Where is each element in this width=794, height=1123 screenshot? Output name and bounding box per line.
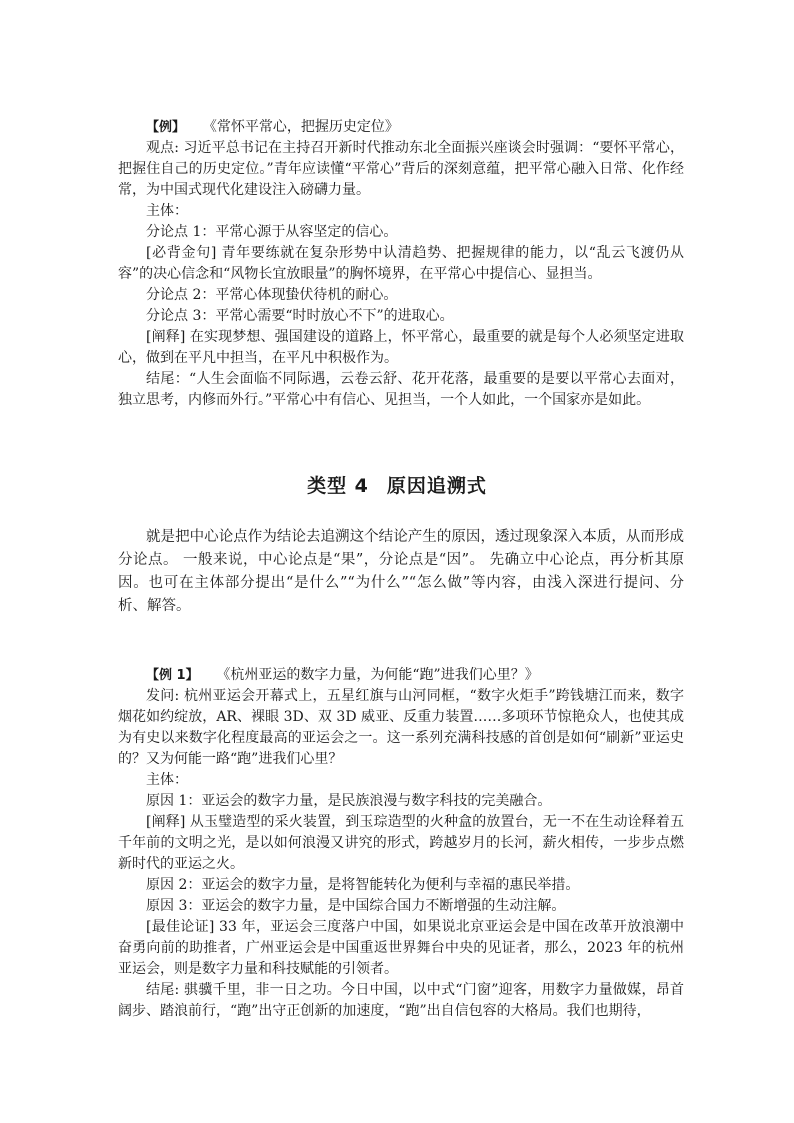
paragraph-question: 发问: 杭州亚运会开幕式上，五星红旗与山河同框，“数字火炬手”跨钱塘江而来，数字烟花如约绽放，AR、裸眼 3D、双 3D 威亚、反重力装置……多项环节惊艳众人，也使其成为有史以来数字化程度最高的亚运会之一。这一系列充满科技感的首创是如何“刷新”亚运史的？又为何能一路“跑”进我们心里？ bbox=[118, 688, 684, 767]
intro-paragraph: 就是把中心论点作为结论去追溯这个结论产生的原因，透过现象深入本质，从而形成分论点。 一般来说，中心论点是“果”，分论点是“因”。 先确立中心论点，再分析其原因。也可在主体部分提出“是什么”“为什么”“怎么做”等内容，由浅入深进行提问、分析、解答。 bbox=[118, 529, 684, 614]
example-title: 《常怀平常心，把握历史定位》 bbox=[202, 119, 399, 135]
paragraph-reason-2: 原因 2：亚运会的数字力量，是将智能转化为便利与幸福的惠民举措。 bbox=[146, 877, 580, 893]
section-heading bbox=[0, 476, 794, 497]
paragraph-explanation: [阐释] 在实现梦想、强国建设的道路上，怀平常心，最重要的就是每个人必须坚定进取心，做到在平凡中担当，在平凡中积极作为。 bbox=[118, 329, 684, 366]
paragraph-body-label: 主体： bbox=[146, 203, 188, 219]
paragraph-ending: 结尾：“人生会面临不同际遇，云卷云舒、花开花落，最重要的是要以平常心去面对，独立思考，内修而外行。”平常心中有信心、见担当，一个人如此，一个国家亦是如此。 bbox=[118, 371, 684, 408]
example-heading-line bbox=[118, 117, 684, 138]
paragraph-sub-argument-1: 分论点 1：平常心源于从容坚定的信心。 bbox=[146, 224, 398, 240]
paragraph-viewpoint: 观点: 习近平总书记在主持召开新时代推动东北全面振兴座谈会时强调：“要怀平常心，把握住自己的历史定位。”青年应读懂“平常心”背后的深刻意蕴，把平常心融入日常、化作经常，为中国式现代化建设注入磅礴力量。 bbox=[118, 140, 684, 198]
paragraph-ending: 结尾: 骐骥千里，非一日之功。今日中国，以中式“门窗”迎客，用数字力量做媒，昂首阔步、踏浪前行，“跑”出守正创新的加速度，“跑”出自信包容的大格局。我们也期待， bbox=[118, 982, 684, 1019]
example-tag: 【例】 bbox=[146, 120, 186, 135]
paragraph-explanation: [阐释] 从玉璧造型的采火装置，到玉琮造型的火种盒的放置台，无一不在生动诠释着五千年前的文明之光，是以如何浪漫又讲究的形式，跨越岁月的长河，薪火相传，一步步点燃新时代的亚运之火。 bbox=[118, 814, 684, 872]
paragraph-best-argument: [最佳论证] 33 年，亚运会三度落户中国，如果说北京亚运会是中国在改革开放浪潮中奋勇向前的助推者，广州亚运会是中国重返世界舞台中央的见证者，那么，2023 年的杭州亚运会，则是数字力量和科技赋能的引领者。 bbox=[118, 919, 684, 977]
paragraph-sub-argument-3: 分论点 3：平常心需要“时时放心不下”的进取心。 bbox=[146, 308, 454, 324]
paragraph-reason-1: 原因 1：亚运会的数字力量，是民族浪漫与数字科技的完美融合。 bbox=[146, 793, 552, 809]
heading-number: 类型 4 bbox=[307, 475, 369, 497]
intro-section bbox=[118, 526, 684, 618]
example-tag: 【例 1】 bbox=[146, 668, 199, 683]
heading-title: 原因追溯式 bbox=[386, 475, 487, 497]
example-heading-line bbox=[118, 665, 684, 686]
paragraph-reason-3: 原因 3：亚运会的数字力量，是中国综合国力不断增强的生动注解。 bbox=[146, 898, 566, 914]
section-example-normal-heart bbox=[118, 117, 684, 411]
paragraph-sub-argument-2: 分论点 2：平常心体现蛰伏待机的耐心。 bbox=[146, 287, 398, 303]
paragraph-body-label: 主体： bbox=[146, 772, 188, 788]
example-title: 《杭州亚运的数字力量，为何能“跑”进我们心里？》 bbox=[216, 667, 539, 683]
paragraph-golden-quote: [必背金句] 青年要练就在复杂形势中认清趋势、把握规律的能力，以“乱云飞渡仍从容”的决心信念和“风物长宜放眼量”的胸怀境界，在平常心中提信心、显担当。 bbox=[118, 245, 684, 282]
section-example-asian-games bbox=[118, 665, 684, 1022]
